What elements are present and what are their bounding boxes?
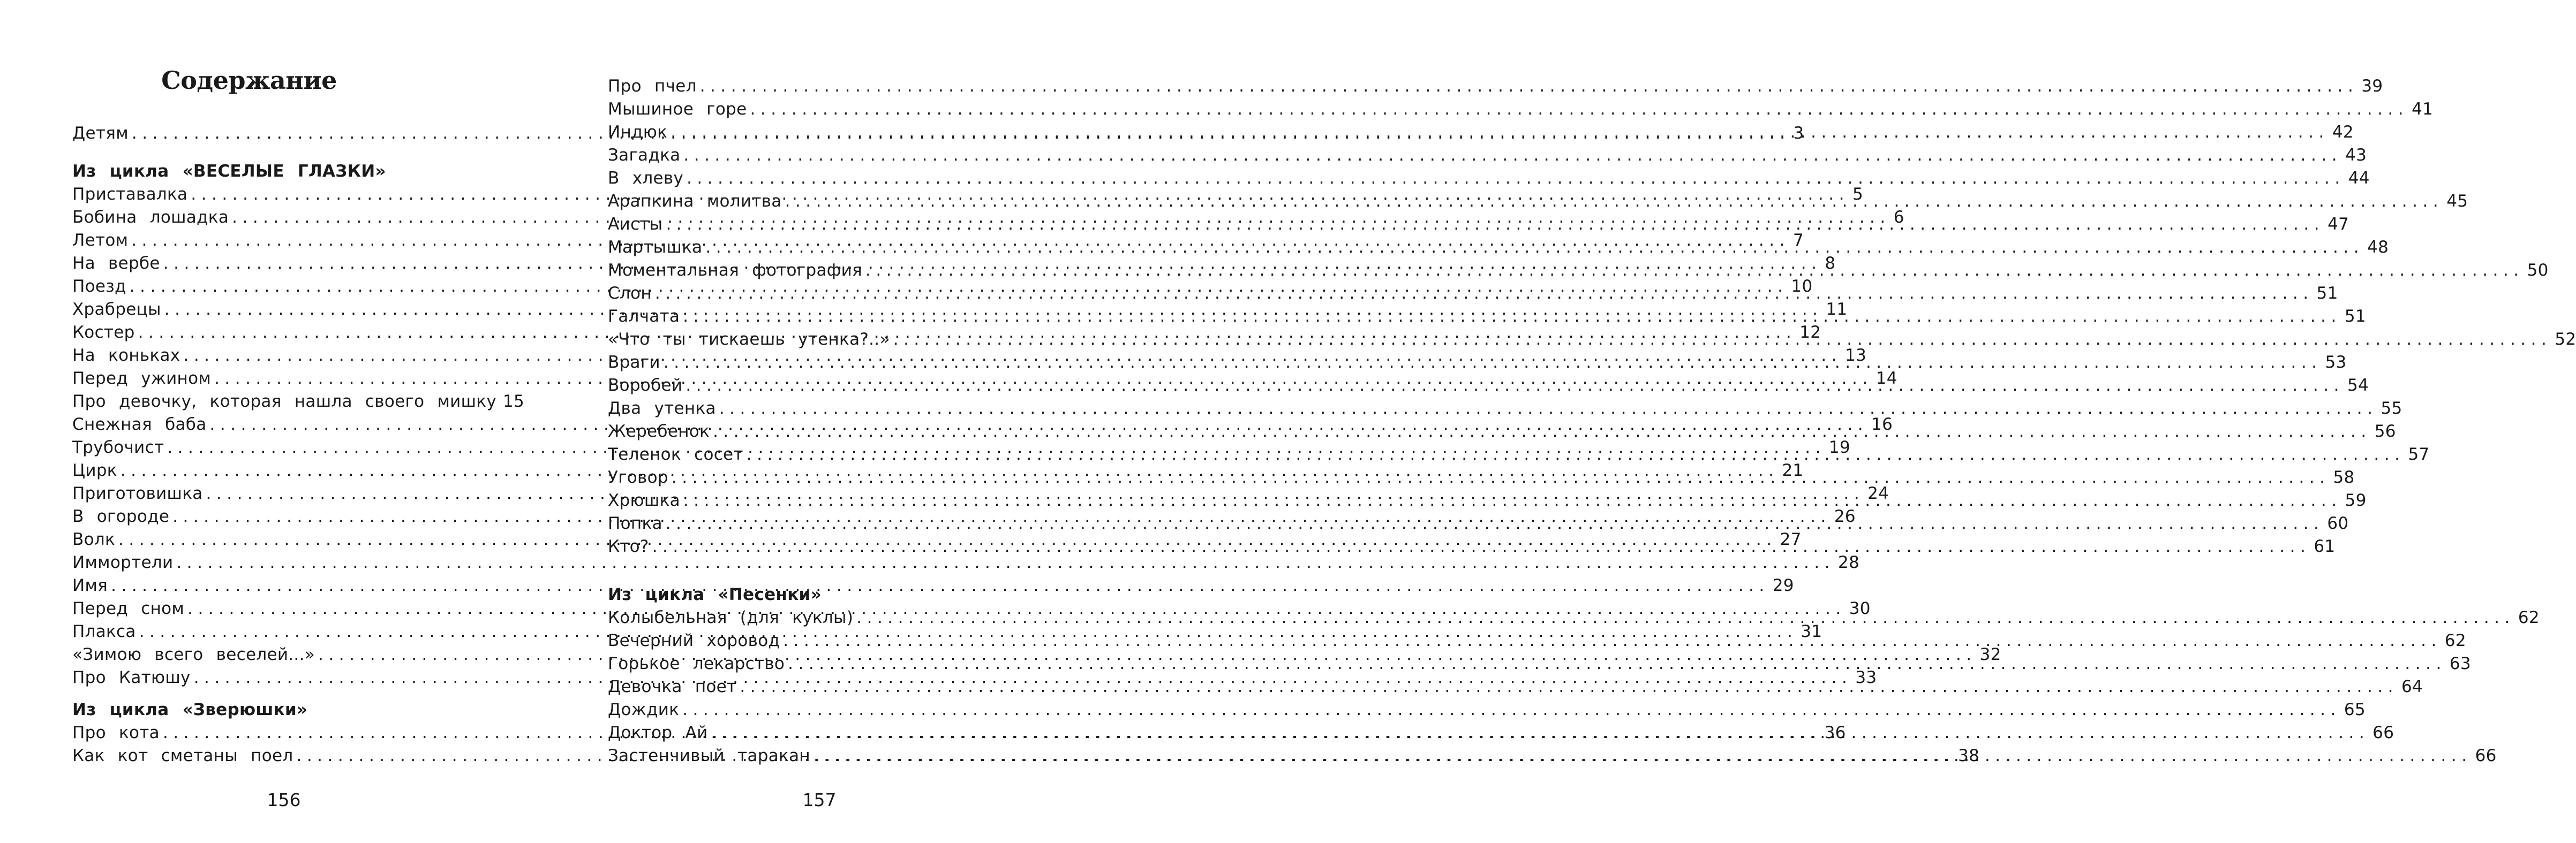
toc-entry — [608, 190, 2468, 213]
toc-entry-title: Как кот сметаны поел — [72, 746, 293, 765]
toc-entry-page: 16 — [1871, 415, 1893, 434]
toc-entry-title: Детям — [72, 124, 129, 143]
dot-leader — [747, 443, 2405, 466]
toc-entry-page: 38 — [1958, 746, 1980, 765]
dot-leader — [652, 535, 2311, 558]
toc-entry-page: 41 — [2412, 100, 2434, 119]
toc-entry — [608, 397, 2402, 420]
toc-entry-page: 50 — [2527, 261, 2549, 280]
toc-entry-page: 11 — [1826, 300, 1848, 319]
toc-entry-title: Индюк — [608, 123, 668, 142]
toc-entry-title: Храбрецы — [72, 300, 161, 319]
toc-entry-title: Горькое лекарство — [608, 654, 785, 673]
toc-entry-page: 66 — [2372, 723, 2394, 742]
toc-entry-page: 65 — [2344, 700, 2366, 719]
dot-leader — [783, 629, 2442, 652]
toc-entry-title: Жеребенок — [608, 422, 710, 441]
section-heading: Из цикла «Зверюшки» — [72, 700, 308, 719]
toc-entry-title: Перед сном — [72, 599, 185, 618]
toc-entry-title: Доктор Ай — [608, 723, 708, 742]
toc-entry — [608, 75, 2383, 98]
dot-leader — [719, 397, 2378, 420]
toc-entry — [608, 121, 2354, 144]
toc-entry-page: 51 — [2344, 307, 2366, 326]
dot-leader — [666, 512, 2324, 535]
toc-entry — [608, 167, 2370, 190]
toc-entry — [608, 144, 2367, 167]
toc-entry-title: Попка — [608, 514, 662, 533]
dot-leader — [655, 282, 2314, 305]
toc-entry-title: Вечерний хоровод — [608, 631, 780, 650]
dot-leader — [682, 698, 2341, 722]
dot-leader — [683, 305, 2341, 328]
toc-entry — [608, 698, 2366, 722]
toc-entry-page: 53 — [2325, 353, 2347, 372]
toc-entry-title: Слон — [608, 284, 652, 303]
toc-entry-title: Хрюшка — [608, 491, 680, 510]
toc-entry-page: 47 — [2328, 215, 2349, 234]
toc-entry-page: 15 — [502, 392, 525, 411]
toc-entry-title: Костер — [72, 323, 135, 342]
toc-entry-page: 60 — [2327, 514, 2349, 533]
toc-entry-page: 59 — [2345, 491, 2367, 510]
toc-entry-title: «Зимою всего веселей...» — [72, 645, 315, 664]
toc-entry-title: Колыбельная (для куклы) — [608, 608, 854, 627]
toc-entry-page: 51 — [2316, 284, 2338, 303]
toc-entry-title: Дождик — [608, 700, 680, 719]
toc-entry-page: 56 — [2374, 422, 2396, 441]
toc-entry-page: 66 — [2475, 746, 2497, 765]
dot-leader — [788, 652, 2446, 675]
toc-entry-title: Воробей — [608, 376, 683, 395]
dot-leader — [713, 420, 2371, 443]
toc-entry-page: 36 — [1824, 723, 1846, 742]
toc-entry-title: Про Катюшу — [72, 668, 191, 687]
dot-leader — [785, 190, 2444, 213]
toc-entry-title: В хлеву — [608, 169, 684, 188]
toc-entry — [608, 236, 2389, 259]
toc-entry-title: Теленок сосет — [608, 445, 743, 464]
toc-entry-page: 3 — [1793, 124, 1804, 143]
dot-leader — [683, 489, 2342, 512]
toc-entry-page: 63 — [2449, 654, 2471, 673]
toc-entry-page: 12 — [1799, 323, 1821, 342]
toc-entry — [72, 551, 1860, 574]
toc-entry-page: 64 — [2401, 677, 2423, 696]
toc-entry-page: 31 — [1801, 622, 1822, 641]
toc-entry-page: 62 — [2518, 608, 2540, 627]
toc-entry-page: 6 — [1893, 208, 1904, 227]
toc-entry-page: 58 — [2333, 468, 2355, 487]
toc-entry-page: 52 — [2555, 330, 2576, 349]
dot-leader — [672, 466, 2330, 489]
toc-entry-page: 27 — [1780, 530, 1802, 549]
toc-entry-title: Девочка поет — [608, 677, 737, 696]
toc-entry — [608, 213, 2349, 236]
dot-leader — [856, 606, 2515, 629]
toc-entry-page: 54 — [2347, 376, 2369, 395]
toc-entry-page: 21 — [1782, 461, 1804, 480]
toc-entry-title: На коньках — [72, 346, 180, 365]
toc-entry-title: Иммортели — [72, 553, 174, 572]
section-heading: Из цикла «Песенки» — [608, 585, 822, 604]
toc-entry-title: Летом — [72, 231, 129, 250]
toc-entry-title: Загадка — [608, 146, 681, 165]
toc-entry-title: Мартышка — [608, 238, 703, 257]
toc-entry-title: «Что ты тискаешь утенка?..» — [608, 330, 890, 349]
toc-entry-title: Арапкина молитва — [608, 192, 782, 211]
toc-entry-title: Враги — [608, 353, 660, 372]
toc-entry-title: Уговор — [608, 468, 668, 487]
dot-leader — [687, 167, 2345, 190]
toc-entry-page: 43 — [2345, 146, 2367, 165]
toc-entry-page: 39 — [2361, 77, 2383, 96]
toc-entry-title: Застенчивый таракан — [608, 746, 810, 765]
dot-leader — [740, 675, 2398, 698]
toc-entry-title: Два утенка — [608, 399, 716, 418]
toc-entry — [72, 390, 525, 413]
toc-entry-title: Галчата — [608, 307, 680, 326]
toc-entry-title: Перед ужином — [72, 369, 212, 388]
toc-entry-title: Снежная баба — [72, 415, 207, 434]
dot-leader — [686, 374, 2344, 397]
toc-entry-title: Аисты — [608, 215, 663, 234]
toc-entry — [608, 98, 2434, 121]
section-heading: Из цикла «ВЕСЕЛЫЕ ГЛАЗКИ» — [72, 162, 386, 181]
toc-entry-page: 55 — [2381, 399, 2402, 418]
toc-entry-page: 33 — [1855, 668, 1877, 687]
toc-entry-page: 45 — [2446, 192, 2468, 211]
toc-entry-page: 61 — [2314, 537, 2336, 556]
toc-entry-page: 5 — [1852, 185, 1864, 204]
toc-entry — [608, 259, 2549, 282]
toc-entry-title: Имя — [72, 576, 108, 595]
toc-entry-page: 62 — [2444, 631, 2466, 650]
page-number: 157 — [802, 789, 837, 810]
dot-leader — [711, 722, 2370, 745]
toc-entry-title: Про девочку, которая нашла своего мишку — [72, 392, 496, 411]
toc-entry-page: 7 — [1792, 231, 1804, 250]
toc-entry-title: Про пчел — [608, 77, 697, 96]
toc-entry-page: 57 — [2408, 445, 2430, 464]
dot-leader — [700, 75, 2359, 98]
toc-entry-title: Приставалка — [72, 185, 188, 204]
toc-entry-title: В огороде — [72, 507, 170, 526]
toc-entry-title: Кто? — [608, 537, 649, 556]
toc-entry-page: 32 — [1979, 645, 2001, 664]
dot-leader — [814, 745, 2472, 768]
toc-entry-page: 14 — [1875, 369, 1897, 388]
toc-entry-title: На вербе — [72, 254, 160, 273]
page-title: Содержание — [161, 66, 337, 95]
toc-entry-title: Волк — [72, 530, 115, 549]
page-number: 156 — [267, 789, 301, 810]
dot-leader — [671, 121, 2329, 144]
dot-leader — [705, 236, 2364, 259]
toc-entry-title: Мышиное горе — [608, 100, 747, 119]
toc-entry-page: 42 — [2332, 123, 2354, 142]
toc-entry-page: 13 — [1845, 346, 1867, 365]
toc-entry-page: 24 — [1867, 484, 1889, 503]
toc-entry-title: Приготовишка — [72, 484, 203, 503]
dot-leader — [683, 144, 2342, 167]
toc-entry-page: 30 — [1849, 599, 1871, 618]
toc-entry-page: 48 — [2367, 238, 2389, 257]
toc-entry-title: Цирк — [72, 461, 117, 480]
dot-leader — [865, 259, 2524, 282]
toc-entry-title: Плакса — [72, 622, 136, 641]
toc-entry-page: 19 — [1828, 438, 1850, 457]
dot-leader — [750, 98, 2409, 121]
toc-entry-title: Про кота — [72, 723, 160, 742]
dot-leader — [664, 351, 2322, 374]
toc-entry-title: Трубочист — [72, 438, 164, 457]
toc-entry-page: 10 — [1791, 277, 1813, 296]
dot-leader — [666, 213, 2324, 236]
toc-entry-title: Поезд — [72, 277, 126, 296]
dot-leader — [893, 328, 2552, 351]
toc-entry-page: 26 — [1834, 507, 1856, 526]
toc-entry-page: 28 — [1838, 553, 1860, 572]
toc-entry-title: Моментальная фотография — [608, 261, 863, 280]
toc-entry-page: 8 — [1825, 254, 1836, 273]
toc-entry-page: 44 — [2348, 169, 2370, 188]
toc-entry-title: Бобина лошадка — [72, 208, 229, 227]
toc-entry-page: 29 — [1772, 576, 1794, 595]
